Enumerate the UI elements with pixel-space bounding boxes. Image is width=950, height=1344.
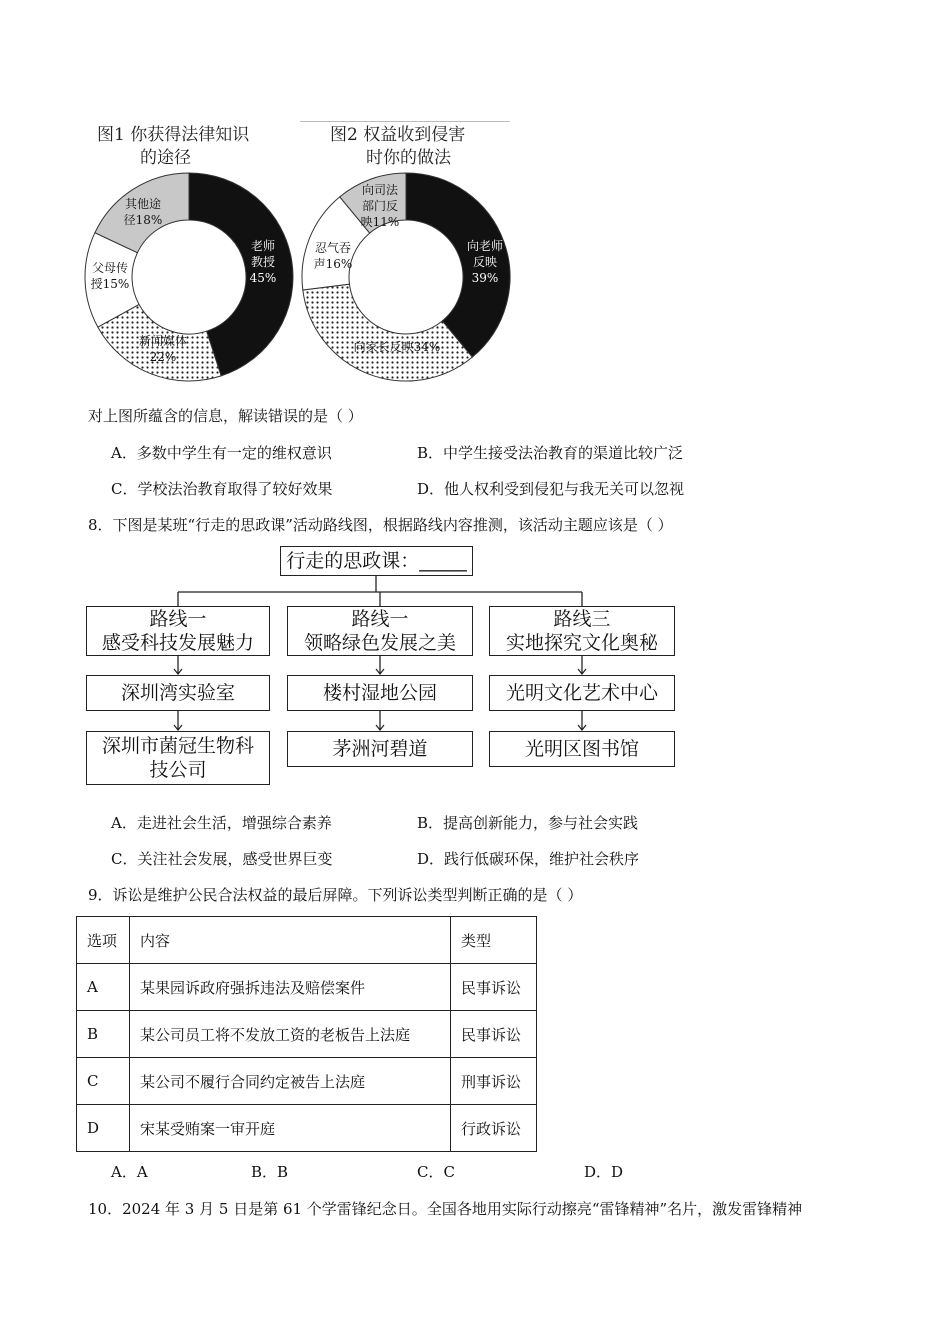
route2-header bbox=[287, 606, 473, 656]
route3-theme: 实地探究文化奥秘 bbox=[505, 632, 658, 654]
q8-option-b: B．提高创新能力，参与社会实践 bbox=[417, 814, 639, 832]
q9-option-c: C．C bbox=[417, 1163, 455, 1181]
route2-theme: 领略绿色发展之美 bbox=[303, 632, 456, 654]
route3-header bbox=[489, 606, 675, 656]
table-cell: 宋某受贿案一审开庭 bbox=[130, 1105, 451, 1152]
q8-option-a: A．走进社会生活，增强综合素养 bbox=[111, 814, 332, 832]
q9-option-b: B．B bbox=[251, 1163, 289, 1181]
q7-option-c: C．学校法治教育取得了较好效果 bbox=[111, 480, 333, 498]
q8-option-c: C．关注社会发展，感受世界巨变 bbox=[111, 850, 333, 868]
figure1-donut bbox=[85, 173, 293, 381]
table-row bbox=[77, 1011, 537, 1058]
q7-stem: 对上图所蕴含的信息，解读错误的是（ ） bbox=[88, 407, 363, 425]
figure2-slice-label-2: 忍气吞声16% bbox=[313, 241, 353, 271]
table-row bbox=[77, 1058, 537, 1105]
q7-option-b: B．中学生接受法治教育的渠道比较广泛 bbox=[417, 444, 684, 462]
figure1-slice-label-0: 老师教授 45% bbox=[249, 239, 277, 285]
route1-stop1: 深圳湾实验室 bbox=[86, 675, 270, 711]
table-header-cell: 内容 bbox=[130, 917, 451, 964]
table-cell: 某果园诉政府强拆违法及赔偿案件 bbox=[130, 964, 451, 1011]
table-header-cell: 选项 bbox=[77, 917, 130, 964]
table-header-cell: 类型 bbox=[451, 917, 537, 964]
table-cell: B bbox=[77, 1011, 130, 1058]
route3-name: 路线三 bbox=[553, 608, 611, 630]
route2-stop1: 楼村湿地公园 bbox=[287, 675, 473, 711]
table-cell: 某公司不履行合同约定被告上法庭 bbox=[130, 1058, 451, 1105]
figure2-donut bbox=[302, 173, 510, 381]
route1-theme: 感受科技发展魅力 bbox=[101, 632, 254, 654]
q7-option-a: A．多数中学生有一定的维权意识 bbox=[111, 444, 332, 462]
flow-title-box: 行走的思政课：_____ bbox=[280, 546, 473, 576]
figure1-title-line1: 图1 你获得法律知识 bbox=[97, 125, 250, 145]
figure1-slice-label-2: 父母传授15% bbox=[90, 261, 130, 291]
q7-option-d: D．他人权利受到侵犯与我无关可以忽视 bbox=[417, 480, 685, 498]
q8-stem: 8．下图是某班“行走的思政课”活动路线图，根据路线内容推测，该活动主题应该是（ ） bbox=[88, 516, 673, 534]
figure2-slice-1 bbox=[303, 284, 472, 381]
table-header-row bbox=[77, 917, 537, 964]
figure2-title-line1: 图2 权益收到侵害 bbox=[330, 125, 466, 145]
table-cell: 刑事诉讼 bbox=[451, 1058, 537, 1105]
lawsuit-table bbox=[76, 916, 537, 1152]
figure2-slice-label-3: 向司法部门反映11% bbox=[360, 183, 400, 229]
table-cell: 民事诉讼 bbox=[451, 1011, 537, 1058]
table-cell: 某公司员工将不发放工资的老板告上法庭 bbox=[130, 1011, 451, 1058]
table-cell: A bbox=[77, 964, 130, 1011]
route2-name: 路线一 bbox=[351, 608, 409, 630]
route1-stop2: 深圳市菌冠生物科技公司 bbox=[86, 731, 270, 785]
route3-stop1: 光明文化艺术中心 bbox=[489, 675, 675, 711]
table-cell: 民事诉讼 bbox=[451, 964, 537, 1011]
donut-charts bbox=[0, 0, 950, 400]
table-cell: 行政诉讼 bbox=[451, 1105, 537, 1152]
table-row bbox=[77, 964, 537, 1011]
figure2-slice-label-1: 向家长反映34% bbox=[353, 340, 441, 354]
q9-option-a: A．A bbox=[111, 1163, 148, 1181]
route1-header bbox=[86, 606, 270, 656]
figure1-slice-label-3: 其他途径18% bbox=[123, 197, 163, 227]
route1-name: 路线一 bbox=[149, 608, 207, 630]
figure2-slice-label-0: 向老师反映 39% bbox=[466, 239, 504, 285]
q8-option-d: D．践行低碳环保，维护社会秩序 bbox=[417, 850, 640, 868]
table-cell: C bbox=[77, 1058, 130, 1105]
route3-stop2: 光明区图书馆 bbox=[489, 731, 675, 767]
q9-option-d: D．D bbox=[584, 1163, 624, 1181]
route2-stop2: 茅洲河碧道 bbox=[287, 731, 473, 767]
figure2-title-line2: 时你的做法 bbox=[366, 148, 451, 168]
table-cell: D bbox=[77, 1105, 130, 1152]
table-row bbox=[77, 1105, 537, 1152]
q10-stem: 10．2024 年 3 月 5 日是第 61 个学雷锋纪念日。全国各地用实际行动擦亮“雷锋精神”名片，激发雷锋精神 bbox=[88, 1200, 803, 1218]
figure1-slice-label-1: 新闻媒体 22% bbox=[138, 334, 188, 364]
q9-stem: 9．诉讼是维护公民合法权益的最后屏障。下列诉讼类型判断正确的是（ ） bbox=[88, 886, 583, 904]
figure1-title-line2: 的途径 bbox=[140, 148, 191, 168]
